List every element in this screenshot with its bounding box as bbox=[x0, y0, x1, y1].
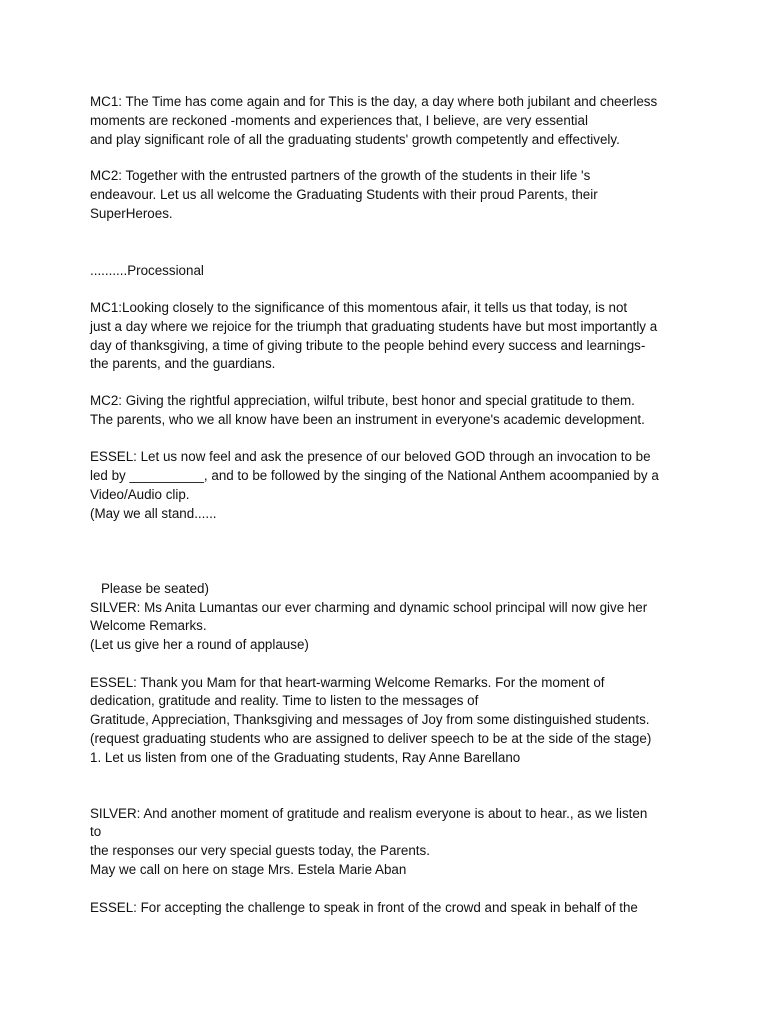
text-line: (request graduating students who are assigned to deliver speech to be at the side of the stage) bbox=[90, 731, 652, 746]
text-line: endeavour. Let us all welcome the Graduating Students with their proud Parents, their bbox=[90, 187, 598, 202]
text-line: moments are reckoned -moments and experiences that, I believe, are very essential bbox=[90, 113, 588, 128]
text-line: Welcome Remarks. bbox=[90, 618, 207, 633]
text-line: ESSEL: For accepting the challenge to speak in front of the crowd and speak in behalf of the bbox=[90, 900, 638, 915]
text-line: just a day where we rejoice for the triumph that graduating students have but most importantly a bbox=[90, 319, 658, 334]
text-line: (Let us give her a round of applause) bbox=[90, 637, 309, 652]
text-line: ..........Processional bbox=[90, 263, 204, 278]
text-line: dedication, gratitude and reality. Time to listen to the messages of bbox=[90, 693, 479, 708]
text-line: to bbox=[90, 824, 102, 839]
text-line: the parents, and the guardians. bbox=[90, 356, 276, 371]
text-line: 1. Let us listen from one of the Graduating students, Ray Anne Barellano bbox=[90, 750, 521, 765]
text-line: Video/Audio clip. bbox=[90, 487, 190, 502]
text-line: MC1:Looking closely to the significance of this momentous afair, it tells us that today, is not bbox=[90, 300, 628, 315]
text-line: Please be seated) bbox=[101, 581, 209, 596]
text-line: MC2: Giving the rightful appreciation, wilful tribute, best honor and special gratitude to them. bbox=[90, 393, 635, 408]
text-line: The parents, who we all know have been an instrument in everyone's academic development. bbox=[90, 412, 645, 427]
text-line: ESSEL: Let us now feel and ask the presence of our beloved GOD through an invocation to be bbox=[90, 449, 651, 464]
text-line: SuperHeroes. bbox=[90, 206, 173, 221]
text-line: and play significant role of all the graduating students' growth competently and effectively. bbox=[90, 132, 620, 147]
text-line: May we call on here on stage Mrs. Estela Marie Aban bbox=[90, 862, 407, 877]
text-line: led by __________, and to be followed by the singing of the National Anthem acoompanied by a bbox=[90, 468, 659, 483]
text-line: day of thanksgiving, a time of giving tribute to the people behind every success and learnings- bbox=[90, 338, 646, 353]
text-line: Gratitude, Appreciation, Thanksgiving and messages of Joy from some distinguished students. bbox=[90, 712, 650, 727]
text-line: MC1: The Time has come again and for This is the day, a day where both jubilant and cheerless bbox=[90, 94, 658, 109]
text-line: MC2: Together with the entrusted partners of the growth of the students in their life 's bbox=[90, 168, 591, 183]
text-line: (May we all stand...... bbox=[90, 506, 217, 521]
text-line: the responses our very special guests today, the Parents. bbox=[90, 843, 430, 858]
text-line: ESSEL: Thank you Mam for that heart-warming Welcome Remarks. For the moment of bbox=[90, 675, 605, 690]
text-line: SILVER: Ms Anita Lumantas our ever charming and dynamic school principal will now give her bbox=[90, 600, 648, 615]
text-line: SILVER: And another moment of gratitude and realism everyone is about to hear., as we listen bbox=[90, 806, 648, 821]
